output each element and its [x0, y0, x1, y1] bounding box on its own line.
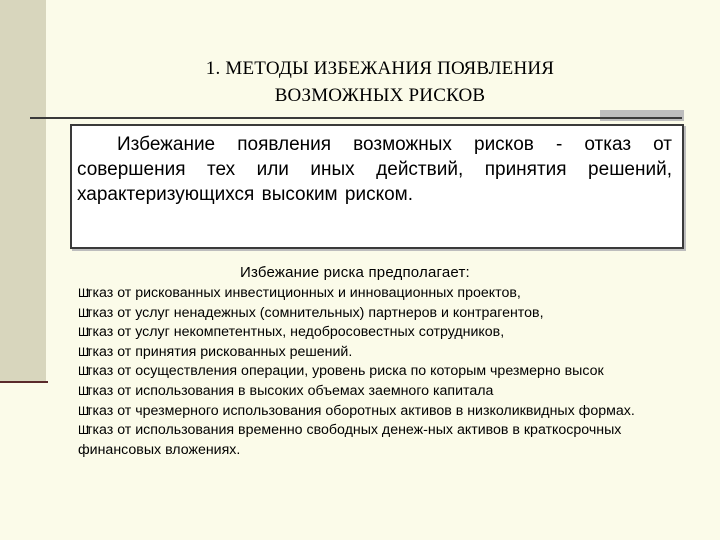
risk-avoidance-list	[78, 284, 698, 460]
definition-box	[70, 124, 684, 249]
list-item	[78, 304, 698, 324]
bullet-glyph: Ш	[78, 344, 89, 359]
left-decor-rule	[0, 381, 48, 383]
list-item	[78, 343, 698, 363]
list-item-text: тказ от использования в высоких объемах заемного капитала	[86, 382, 494, 399]
list-item-text: тказ от использования временно свободных денеж-ных активов в краткосрочных финансовых вложениях.	[78, 422, 622, 458]
list-item	[78, 421, 698, 460]
list-item	[78, 402, 698, 422]
bullet-glyph: Ш	[78, 325, 89, 340]
left-decor-bar	[0, 0, 46, 383]
bullet-glyph: Ш	[78, 305, 89, 320]
list-item-text: тказ от услуг некомпетентных, недобросовестных сотрудников,	[86, 324, 505, 341]
list-item-text: тказ от чрезмерного использования оборотных активов в низколиквидных формах.	[86, 402, 635, 419]
list-item	[78, 323, 698, 343]
list-item	[78, 382, 698, 402]
slide-title	[80, 55, 680, 109]
list-item-text: тказ от принятия рискованных решений.	[86, 343, 353, 360]
bullet-glyph: Ш	[78, 286, 89, 300]
bullet-glyph: Ш	[78, 383, 89, 398]
title-rule-accent	[600, 110, 684, 121]
definition-text: Избежание появления возможных рисков - отказ от совершения тех или иных действий, принятия решений, характеризующихся высоким риском.	[77, 134, 672, 205]
slide-title-line-1: 1. МЕТОДЫ ИЗБЕЖАНИЯ ПОЯВЛЕНИЯ	[205, 57, 555, 79]
title-divider	[30, 117, 682, 119]
bullet-glyph: Ш	[78, 403, 89, 418]
list-item	[78, 362, 698, 382]
bullet-glyph: Ш	[78, 423, 89, 438]
list-item-text: тказ от услуг ненадежных (сомнительных) партнеров и контрагентов,	[86, 304, 544, 321]
list-item-text: тказ от рискованных инвестиционных и инновационных проектов,	[86, 285, 521, 301]
list-item	[78, 284, 698, 304]
slide-title-line-2: ВОЗМОЖНЫХ РИСКОВ	[274, 84, 486, 106]
list-heading: Избежание риска предполагает:	[240, 264, 470, 281]
bullet-glyph: Ш	[78, 364, 89, 379]
list-item-text: тказ от осуществления операции, уровень риска по которым чрезмерно высок	[86, 363, 604, 380]
